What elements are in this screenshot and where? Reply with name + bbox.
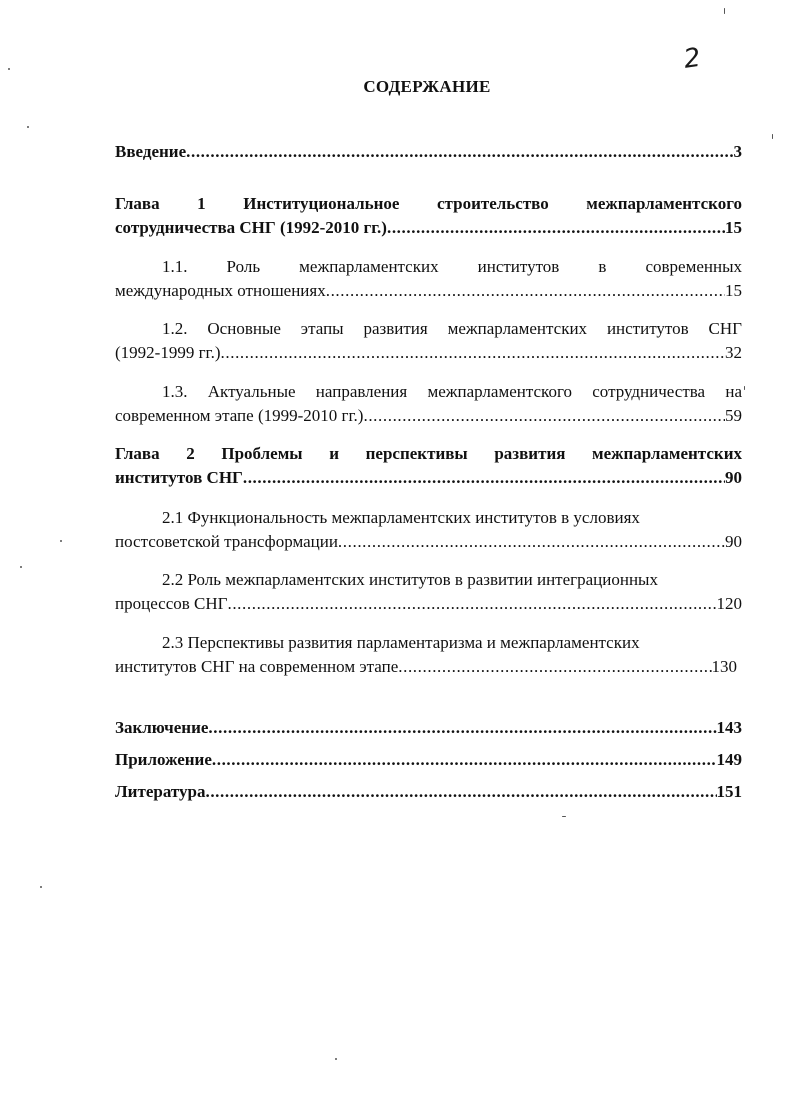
- toc-entry-line: 2.2 Роль межпарламентских институтов в развитии интеграционных: [162, 570, 658, 589]
- toc-entry-appendix: [115, 748, 742, 772]
- dot-leader: [326, 279, 725, 303]
- toc-entry-label: сотрудничества СНГ (1992-2010 гг.): [115, 218, 387, 237]
- scan-speck: [27, 126, 29, 128]
- scan-speck: [60, 540, 62, 542]
- toc-page-number: 15: [725, 218, 742, 237]
- dot-leader: [363, 404, 725, 428]
- toc-page-number: 120: [716, 594, 742, 613]
- page-title: СОДЕРЖАНИЕ: [363, 77, 491, 96]
- toc-entry-section-1-2: [115, 317, 742, 365]
- toc-entry-label: процессов СНГ: [115, 594, 228, 613]
- toc-page-number: 90: [725, 532, 742, 551]
- dot-leader: [243, 466, 725, 490]
- dot-leader: [338, 530, 725, 554]
- dot-leader: [186, 140, 733, 164]
- toc-entry-label: Приложение: [115, 750, 212, 769]
- toc-entry-label: постсоветской трансформации: [115, 532, 338, 551]
- toc-page-number: 59: [725, 406, 742, 425]
- scan-speck: [40, 886, 42, 888]
- scan-speck: [772, 134, 773, 139]
- toc-entry-section-2-1: [115, 506, 742, 554]
- toc-page-number: 149: [716, 750, 742, 769]
- toc-page-number: 3: [733, 142, 742, 161]
- toc-entry-label: международных отношениях: [115, 281, 326, 300]
- dot-leader: [387, 216, 725, 240]
- dot-leader: [205, 780, 716, 804]
- toc-page-number: 32: [725, 343, 742, 362]
- scan-speck: [8, 68, 10, 70]
- toc-entry-chapter-1: [115, 192, 742, 240]
- scan-speck: [744, 386, 745, 390]
- scan-speck: [562, 816, 566, 817]
- toc-entry-section-2-3: [115, 631, 737, 679]
- dot-leader: [221, 341, 725, 365]
- toc-entry-literature: [115, 780, 742, 804]
- toc-entry-label: Введение: [115, 142, 187, 161]
- toc-entry-label: институтов СНГ: [115, 468, 243, 487]
- toc-page-number: 143: [716, 718, 742, 737]
- toc-entry-section-1-1: [115, 255, 742, 303]
- dot-leader: [212, 748, 717, 772]
- toc-page-number: 90: [725, 468, 742, 487]
- scan-speck: [724, 8, 725, 14]
- scan-speck: [335, 1058, 337, 1060]
- scan-speck: [20, 566, 22, 568]
- toc-entry-section-2-2: [115, 568, 742, 616]
- toc-entry-line: 2.3 Перспективы развития парламентаризма и межпарламентских: [162, 633, 640, 652]
- toc-entry-line: 1.3. Актуальные направления межпарламентского сотрудничества на: [162, 382, 742, 401]
- toc-entry-label: Литература: [115, 782, 206, 801]
- toc-entry-label: Заключение: [115, 718, 209, 737]
- dot-leader: [208, 716, 716, 740]
- toc-entry-label: институтов СНГ на современном этапе: [115, 657, 399, 676]
- toc-page-number: 15: [725, 281, 742, 300]
- toc-entry-intro: [115, 140, 742, 164]
- toc-entry-line: Глава 2 Проблемы и перспективы развития межпарламентских: [115, 444, 742, 463]
- toc-entry-chapter-2: [115, 442, 742, 490]
- dot-leader: [227, 592, 716, 616]
- toc-entry-line: Глава 1 Институциональное строительство межпарламентского: [115, 194, 742, 213]
- dot-leader: [398, 655, 711, 679]
- toc-page-number: 130: [711, 657, 737, 676]
- toc-entry-label: современном этапе (1999-2010 гг.): [115, 406, 364, 425]
- toc-entry-line: 2.1 Функциональность межпарламентских институтов в условиях: [162, 508, 640, 527]
- toc-entry-label: (1992-1999 гг.): [115, 343, 221, 362]
- toc-entry-line: 1.1. Роль межпарламентских институтов в современных: [162, 257, 742, 276]
- toc-entry-conclusion: [115, 716, 742, 740]
- toc-entry-section-1-3: [115, 380, 742, 428]
- toc-page-number: 151: [716, 782, 742, 801]
- handwritten-page-number: 2: [681, 43, 701, 75]
- toc-entry-line: 1.2. Основные этапы развития межпарламентских институтов СНГ: [162, 319, 742, 338]
